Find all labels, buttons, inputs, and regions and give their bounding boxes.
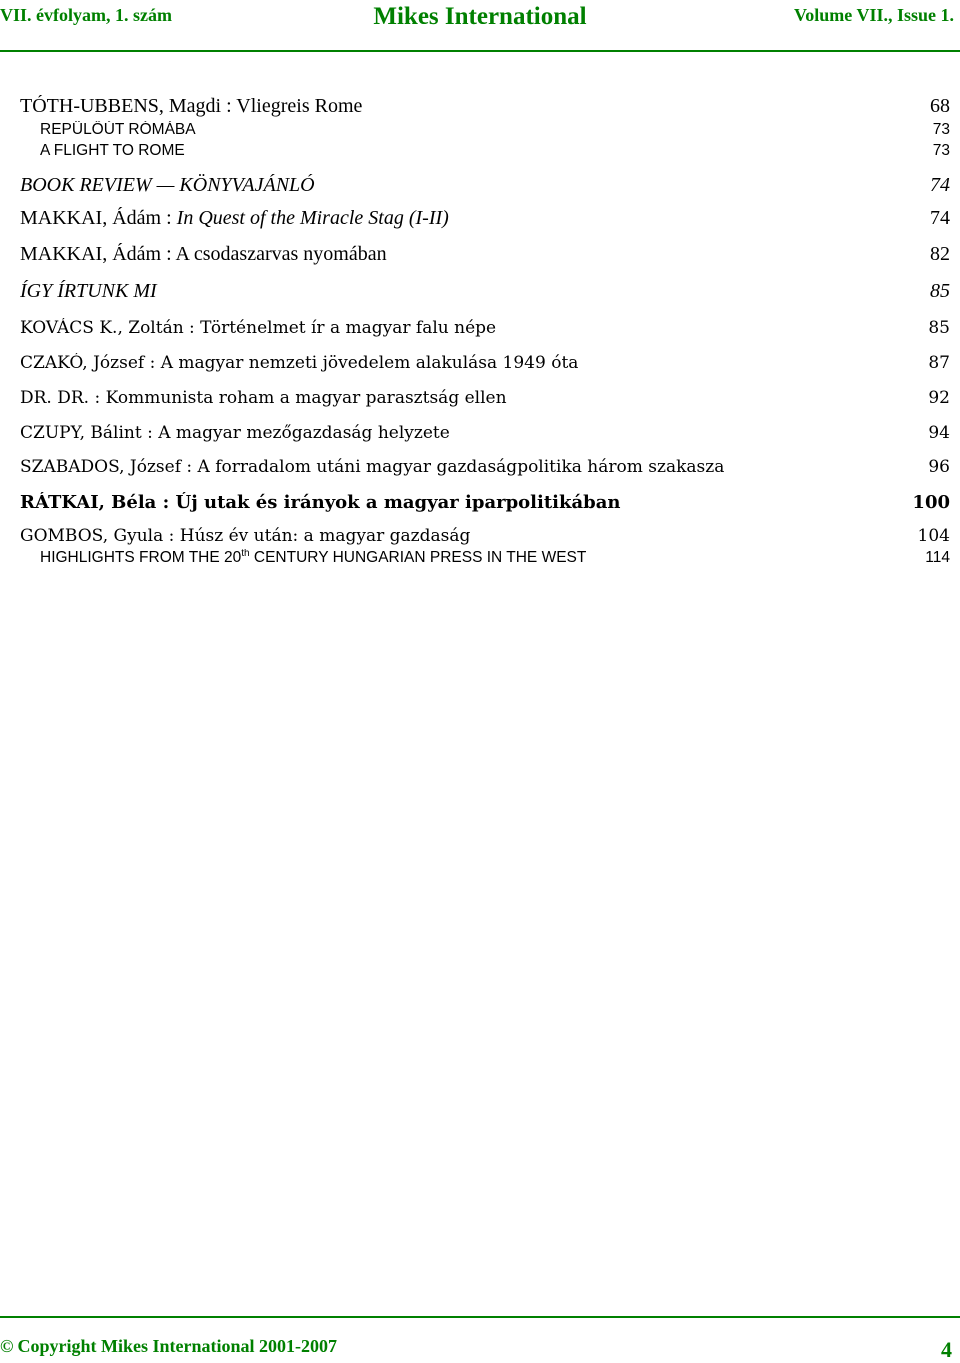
toc-section-heading[interactable] <box>20 280 950 303</box>
toc-entry[interactable] <box>20 318 950 338</box>
toc-entry-title: REPÜLŐÚT RÓMÁBA <box>40 121 196 138</box>
toc-entry-title <box>20 207 449 230</box>
page-header <box>0 0 960 58</box>
toc-entry[interactable] <box>20 353 950 373</box>
toc-entry-page: 73 <box>932 142 950 159</box>
toc-section-heading[interactable] <box>20 174 950 197</box>
toc-entry-page: 92 <box>928 388 950 408</box>
footer-rule <box>0 1316 960 1318</box>
toc-entry-text-part: HIGHLIGHTS FROM THE 20 <box>40 549 242 566</box>
toc-entry[interactable] <box>20 388 950 408</box>
toc-entry-page: 82 <box>930 243 950 265</box>
toc-entry-title: SZABADOS, József : A forradalom utáni magyar gazdaságpolitika három szakasza <box>20 457 725 477</box>
toc-entry-page: 104 <box>917 526 950 546</box>
toc-entry-text-part: CENTURY HUNGARIAN PRESS IN THE WEST <box>249 549 587 566</box>
toc-entry-page: 87 <box>928 353 950 373</box>
toc-entry-page: 74 <box>930 174 950 196</box>
header-rule <box>0 50 960 52</box>
toc-entry-title: CZAKÓ, József : A magyar nemzeti jövedelem alakulása 1949 óta <box>20 353 579 373</box>
journal-title: Mikes International <box>373 3 587 30</box>
toc-entry[interactable] <box>40 142 950 160</box>
toc-entry-title: TÓTH-UBBENS, Magdi : Vliegreis Rome <box>20 95 363 117</box>
toc-entry[interactable] <box>20 423 950 443</box>
toc-entry-title: A FLIGHT TO ROME <box>40 142 185 159</box>
toc-entry-italic-title: In Quest of the Miracle Stag (I-II) <box>176 207 449 229</box>
toc-entry-page: 68 <box>930 95 950 117</box>
superscript: th <box>241 549 250 559</box>
copyright-icon: © <box>0 1336 14 1356</box>
toc-entry[interactable] <box>40 121 950 139</box>
toc-entry-page: 96 <box>928 457 950 477</box>
toc-entry-page: 114 <box>925 549 950 566</box>
toc-entry-title <box>40 549 586 567</box>
toc-entry-page: 85 <box>928 318 950 338</box>
toc-entry-title: DR. DR. : Kommunista roham a magyar parasztság ellen <box>20 388 507 408</box>
toc-entry[interactable] <box>40 549 950 567</box>
issue-label-hungarian: VII. évfolyam, 1. szám <box>0 5 172 25</box>
toc-entry-author: MAKKAI, Ádám : <box>20 207 177 229</box>
toc-entry-page: 74 <box>930 207 950 229</box>
toc-entry-page: 94 <box>928 423 950 443</box>
toc-entry-title: GOMBOS, Gyula : Húsz év után: a magyar gazdaság <box>20 526 471 546</box>
toc-entry-title: BOOK REVIEW — KÖNYVAJÁNLÓ <box>20 174 315 196</box>
toc-entry[interactable] <box>20 243 950 266</box>
copyright-notice <box>0 1336 337 1357</box>
copyright-text: Copyright Mikes International 2001-2007 <box>17 1336 337 1356</box>
toc-entry[interactable] <box>20 457 950 477</box>
issue-label-english: Volume VII., Issue 1. <box>793 5 954 25</box>
toc-entry[interactable] <box>20 526 950 546</box>
page-number: 4 <box>941 1337 952 1362</box>
toc-entry[interactable] <box>20 207 950 230</box>
toc-entry[interactable] <box>20 95 950 118</box>
toc-entry-title: MAKKAI, Ádám : A csodaszarvas nyomában <box>20 243 387 265</box>
toc-entry-page: 100 <box>912 492 950 513</box>
toc-entry-title: ÍGY ÍRTUNK MI <box>20 280 157 302</box>
toc-entry-page: 73 <box>932 121 950 138</box>
toc-entry-title: KOVÁCS K., Zoltán : Történelmet ír a magyar falu népe <box>20 318 497 338</box>
toc-entry-title: CZUPY, Bálint : A magyar mezőgazdaság helyzete <box>20 423 450 443</box>
toc-entry-title: RÁTKAI, Béla : Új utak és irányok a magyar iparpolitikában <box>20 492 621 513</box>
toc-entry[interactable] <box>20 492 950 513</box>
toc-entry-page: 85 <box>930 280 950 302</box>
